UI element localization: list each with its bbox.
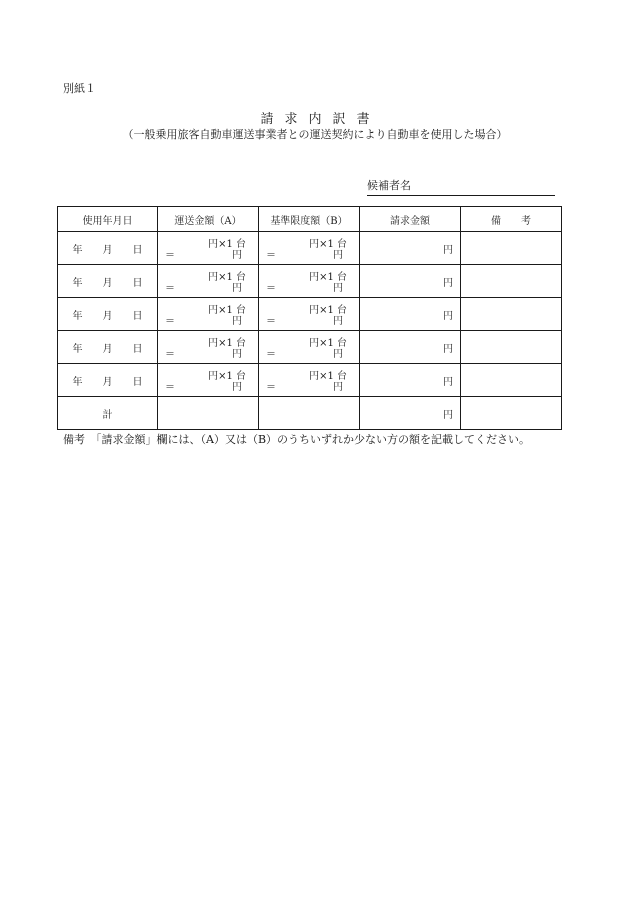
remarks-cell[interactable]	[461, 265, 562, 298]
header-claim-amount: 請求金額	[360, 207, 461, 232]
date-cell[interactable]: 年 月 日	[58, 331, 158, 364]
total-row	[58, 397, 562, 430]
claim-amount-cell[interactable]: 円	[360, 232, 461, 265]
equals-sign: ＝	[266, 283, 276, 294]
yen-unit: 円	[333, 382, 343, 393]
yen-unit: 円	[232, 316, 242, 327]
date-cell[interactable]: 年 月 日	[58, 298, 158, 331]
unit-rate-text: 円×1 台	[208, 272, 246, 283]
unit-rate-text: 円×1 台	[309, 239, 347, 250]
claim-amount-cell[interactable]: 円	[360, 265, 461, 298]
table-row	[58, 232, 562, 265]
equals-sign: ＝	[165, 250, 175, 261]
table-header-row	[58, 207, 562, 232]
equals-sign: ＝	[266, 349, 276, 360]
unit-rate-text: 円×1 台	[309, 272, 347, 283]
limit-amount-cell[interactable]	[259, 364, 360, 397]
date-cell[interactable]: 年 月 日	[58, 232, 158, 265]
appendix-label: 別紙１	[63, 82, 96, 95]
remarks-cell[interactable]	[461, 232, 562, 265]
table-row	[58, 265, 562, 298]
total-limit-cell	[259, 397, 360, 430]
remarks-cell[interactable]	[461, 364, 562, 397]
limit-amount-cell[interactable]	[259, 298, 360, 331]
remarks-note: 備考 「請求金額」欄には、（A）又は（B）のうちいずれか少ない方の額を記載してください。	[63, 433, 531, 446]
date-cell[interactable]: 年 月 日	[58, 265, 158, 298]
yen-unit: 円	[232, 250, 242, 261]
claim-amount-cell[interactable]: 円	[360, 298, 461, 331]
transport-amount-cell[interactable]	[158, 331, 259, 364]
yen-unit: 円	[333, 283, 343, 294]
remarks-cell[interactable]	[461, 298, 562, 331]
unit-rate-text: 円×1 台	[208, 338, 246, 349]
table-row	[58, 364, 562, 397]
table-row	[58, 331, 562, 364]
header-transport-amount: 運送金額（A）	[158, 207, 259, 232]
table-row	[58, 298, 562, 331]
unit-rate-text: 円×1 台	[309, 338, 347, 349]
date-cell[interactable]: 年 月 日	[58, 364, 158, 397]
yen-unit: 円	[333, 250, 343, 261]
yen-unit: 円	[232, 349, 242, 360]
yen-unit: 円	[232, 283, 242, 294]
claim-amount-cell[interactable]: 円	[360, 331, 461, 364]
unit-rate-text: 円×1 台	[208, 239, 246, 250]
equals-sign: ＝	[266, 316, 276, 327]
total-remarks-cell	[461, 397, 562, 430]
transport-amount-cell[interactable]	[158, 364, 259, 397]
equals-sign: ＝	[266, 250, 276, 261]
equals-sign: ＝	[266, 382, 276, 393]
limit-amount-cell[interactable]	[259, 331, 360, 364]
document-title: 請求内訳書	[260, 112, 381, 127]
yen-unit: 円	[232, 382, 242, 393]
equals-sign: ＝	[165, 283, 175, 294]
transport-amount-cell[interactable]	[158, 232, 259, 265]
equals-sign: ＝	[165, 349, 175, 360]
unit-rate-text: 円×1 台	[309, 371, 347, 382]
equals-sign: ＝	[165, 316, 175, 327]
header-limit-amount: 基準限度額（B）	[259, 207, 360, 232]
total-transport-cell	[158, 397, 259, 430]
candidate-name-field[interactable]	[367, 177, 555, 196]
remarks-cell[interactable]	[461, 331, 562, 364]
total-label: 計	[58, 397, 158, 430]
limit-amount-cell[interactable]	[259, 232, 360, 265]
header-date: 使用年月日	[58, 207, 158, 232]
yen-unit: 円	[333, 316, 343, 327]
transport-amount-cell[interactable]	[158, 298, 259, 331]
breakdown-table	[57, 206, 562, 430]
equals-sign: ＝	[165, 382, 175, 393]
claim-amount-cell[interactable]: 円	[360, 364, 461, 397]
yen-unit: 円	[333, 349, 343, 360]
transport-amount-cell[interactable]	[158, 265, 259, 298]
unit-rate-text: 円×1 台	[208, 305, 246, 316]
header-remarks: 備 考	[461, 207, 562, 232]
limit-amount-cell[interactable]	[259, 265, 360, 298]
candidate-name-label: 候補者名	[367, 179, 411, 192]
total-claim-cell[interactable]: 円	[360, 397, 461, 430]
unit-rate-text: 円×1 台	[309, 305, 347, 316]
document-subtitle: （一般乗用旅客自動車運送事業者との運送契約により自動車を使用した場合）	[122, 128, 508, 141]
unit-rate-text: 円×1 台	[208, 371, 246, 382]
